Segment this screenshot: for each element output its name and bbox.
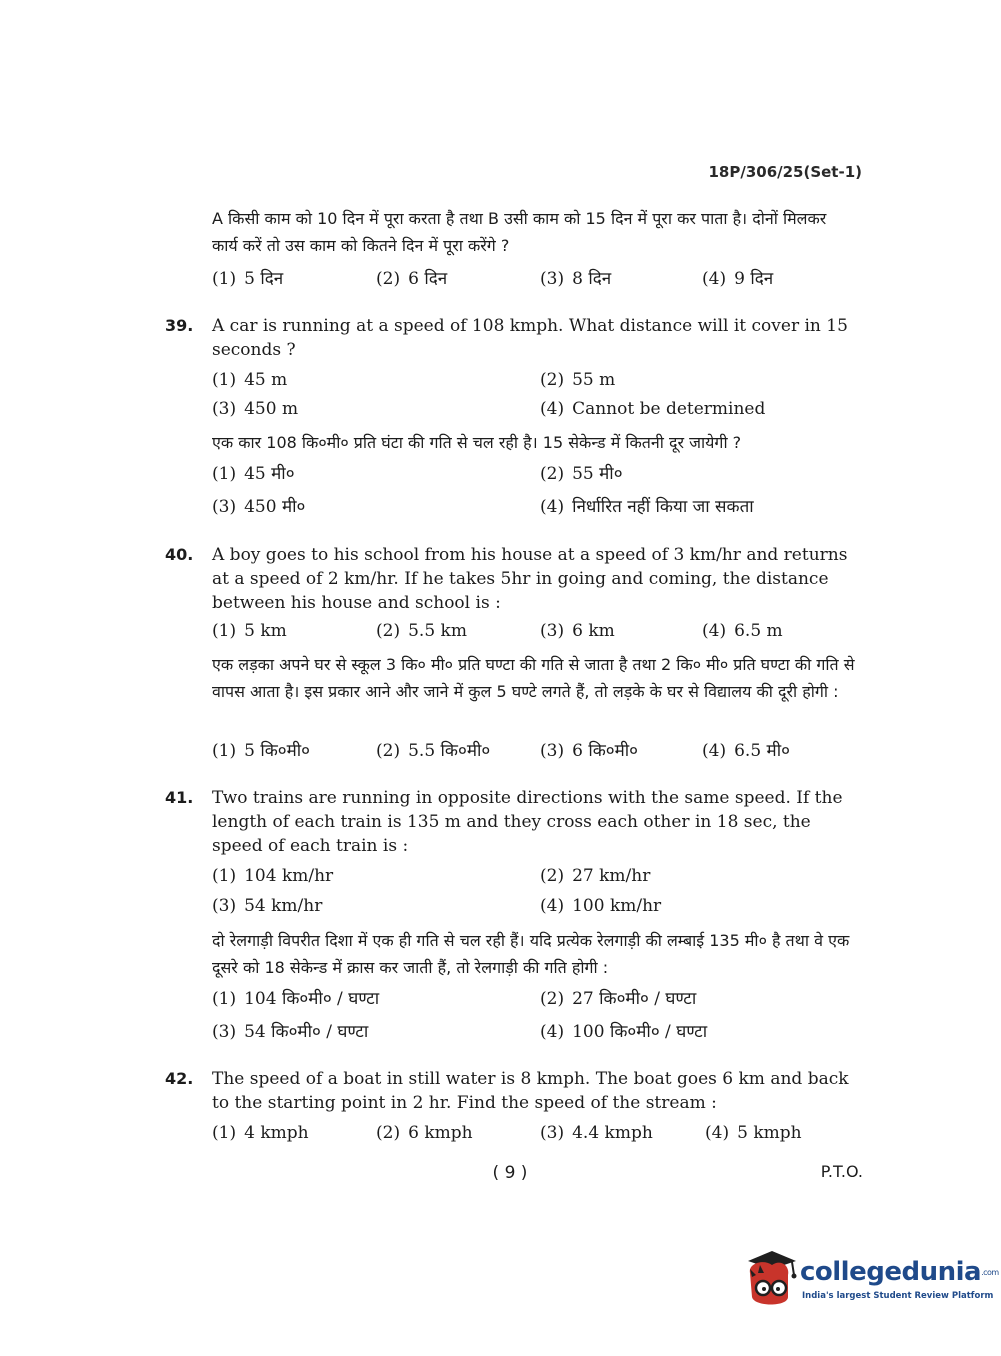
paper-code: 18P/306/25(Set-1) [708, 163, 862, 181]
question-38-hindi-text: A किसी काम को 10 दिन में पूरा करता है तथा B उसी काम को 15 दिन में पूरा कर पाता है। दोनों मिलकर कार्य करें तो उस काम को कितने दिन में पूरा करेंगे ? [212, 209, 827, 255]
q40-hindi-option-3: (3) 6 कि०मी० [540, 741, 639, 761]
q40-hindi-option-2: (2) 5.5 कि०मी० [376, 741, 491, 761]
q41-option-1: (1) 104 km/hr [212, 866, 334, 886]
question-40-hindi-text: एक लड़का अपने घर से स्कूल 3 कि० मी० प्रति घण्टा की गति से जाता है तथा 2 कि० मी० प्रति घण्टा की गति से वापस आता है। इस प्रकार आने और जाने में कुल 5 घण्टे लगते हैं, तो लड़के के घर से विद्यालय की दूरी होगी : [212, 655, 855, 701]
q39-hindi-option-2: (2) 55 मी० [540, 464, 623, 484]
q38-option-2: (2) 6 दिन [376, 269, 448, 289]
question-39-text: A car is running at a speed of 108 kmph. What distance will it cover in 15 seconds ? [212, 316, 848, 360]
q40-hindi-option-4: (4) 6.5 मी० [702, 741, 790, 761]
q41-hindi-option-4: (4) 100 कि०मी० / घण्टा [540, 1022, 708, 1042]
q40-option-1: (1) 5 km [212, 621, 287, 641]
q40-hindi-option-1: (1) 5 कि०मी० [212, 741, 311, 761]
question-41-hindi-text: दो रेलगाड़ी विपरीत दिशा में एक ही गति से चल रही हैं। यदि प्रत्येक रेलगाड़ी की लम्बाई 135 मी० है तथा वे एक दूसरे को 18 सेकेन्ड में क्रास कर जाती हैं, तो रेलगाड़ी की गति होगी : [212, 931, 850, 977]
q41-hindi-option-2: (2) 27 कि०मी० / घण्टा [540, 989, 697, 1009]
logo-tagline: India's largest Student Review Platform [802, 1291, 994, 1301]
question-40-number: 40. [165, 545, 194, 564]
q42-option-3: (3) 4.4 kmph [540, 1123, 653, 1143]
q42-option-1: (1) 4 kmph [212, 1123, 309, 1143]
q41-option-4: (4) 100 km/hr [540, 896, 662, 916]
question-39-number: 39. [165, 316, 194, 335]
q38-option-4: (4) 9 दिन [702, 269, 774, 289]
q39-hindi-option-4: (4) निर्धारित नहीं किया जा सकता [540, 497, 754, 517]
pto-label: P.T.O. [820, 1162, 863, 1181]
collegedunia-logo [742, 1247, 999, 1311]
logo-text: collegedunia.com [800, 1257, 999, 1287]
q40-option-2: (2) 5.5 km [376, 621, 467, 641]
q38-option-3: (3) 8 दिन [540, 269, 612, 289]
q39-option-3: (3) 450 m [212, 399, 299, 419]
q39-option-1: (1) 45 m [212, 370, 288, 390]
q40-option-4: (4) 6.5 m [702, 621, 783, 641]
q40-option-3: (3) 6 km [540, 621, 615, 641]
q42-option-2: (2) 6 kmph [376, 1123, 473, 1143]
q38-option-1: (1) 5 दिन [212, 269, 284, 289]
q41-hindi-option-1: (1) 104 कि०मी० / घण्टा [212, 989, 380, 1009]
page-number: ( 9 ) [492, 1163, 528, 1183]
q39-option-4: (4) Cannot be determined [540, 399, 766, 419]
q41-hindi-option-3: (3) 54 कि०मी० / घण्टा [212, 1022, 369, 1042]
q41-option-3: (3) 54 km/hr [212, 896, 323, 916]
question-42-text: The speed of a boat in still water is 8 kmph. The boat goes 6 km and back to the starting point in 2 hr. Find the speed of the stream : [212, 1069, 849, 1113]
question-41-number: 41. [165, 788, 194, 807]
question-39-hindi-text: एक कार 108 कि०मी० प्रति घंटा की गति से चल रही है। 15 सेकेन्ड में कितनी दूर जायेगी ? [212, 433, 742, 452]
question-41-text: Two trains are running in opposite directions with the same speed. If the length of each train is 135 m and they cross each other in 18 sec, the speed of each train is : [212, 788, 843, 856]
q41-option-2: (2) 27 km/hr [540, 866, 651, 886]
mascot-icon [742, 1247, 798, 1311]
question-40-text: A boy goes to his school from his house at a speed of 3 km/hr and returns at a speed of 2 km/hr. If he takes 5hr in going and coming, the distance between his house and school is : [212, 545, 848, 613]
q39-hindi-option-1: (1) 45 मी० [212, 464, 295, 484]
q42-option-4: (4) 5 kmph [705, 1123, 802, 1143]
q39-option-2: (2) 55 m [540, 370, 616, 390]
q39-hindi-option-3: (3) 450 मी० [212, 497, 306, 517]
question-42-number: 42. [165, 1069, 194, 1088]
